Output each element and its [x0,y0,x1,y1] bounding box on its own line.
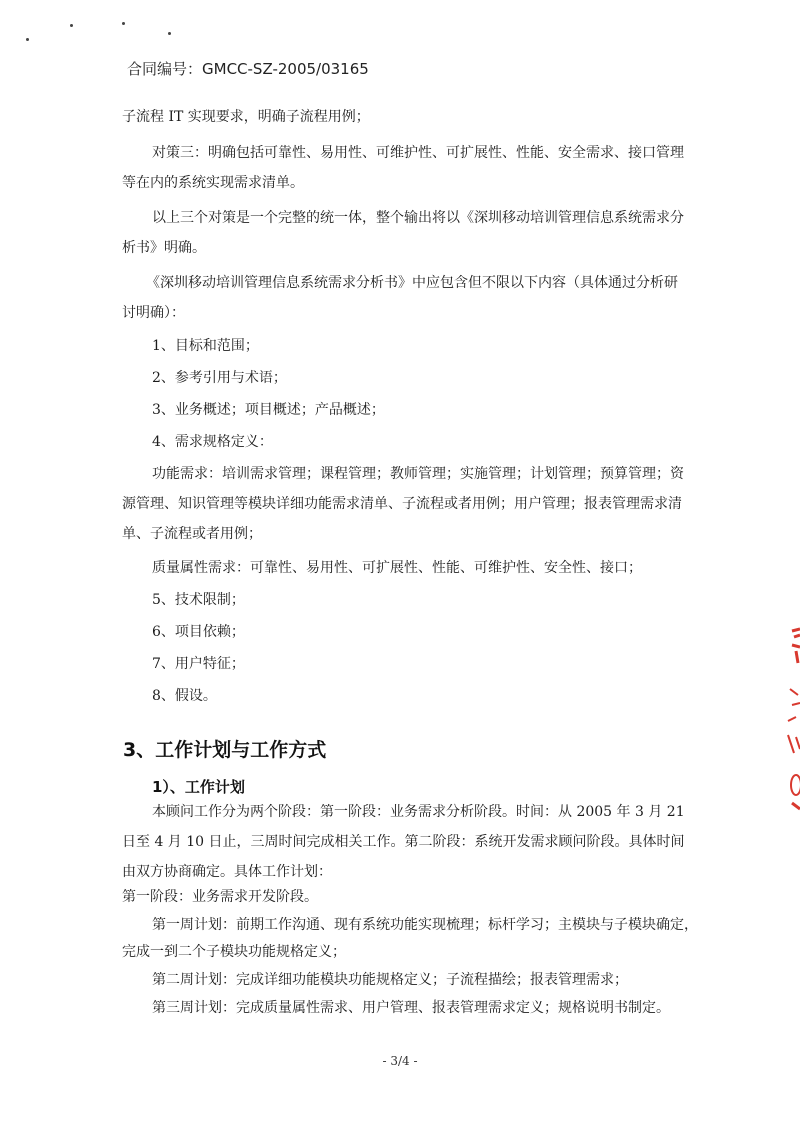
paragraph-line: 第一阶段：业务需求开发阶段。 [122,889,318,905]
list-item: 5、技术限制； [152,592,245,608]
list-item: 2、参考引用与术语； [152,370,287,386]
paragraph-line: 等在内的系统实现需求清单。 [122,175,304,191]
list-item: 8、假设。 [152,688,217,704]
list-item: 4、需求规格定义： [152,434,273,450]
paragraph-line: 《深圳移动培训管理信息系统需求分析书》中应包含但不限以下内容（具体通过分析研 [146,275,678,291]
paragraph-line: 以上三个对策是一个完整的统一体，整个输出将以《深圳移动培训管理信息系统需求分 [152,210,684,226]
page-number: - 3/4 - [382,1054,418,1068]
scan-speck [122,22,125,25]
paragraph-line: 由双方协商确定。具体工作计划： [122,864,332,880]
paragraph-line: 子流程 IT 实现要求，明确子流程用例； [122,109,370,125]
paragraph-line: 质量属性需求：可靠性、易用性、可扩展性、性能、可维护性、安全性、接口； [152,560,642,576]
subsection-heading: 1）、工作计划 [152,778,245,796]
list-item: 1、目标和范围； [152,338,259,354]
paragraph-line: 本顾问工作分为两个阶段：第一阶段：业务需求分析阶段。时间：从 2005 年 3 月 21 [152,804,685,820]
paragraph-line: 第一周计划：前期工作沟通、现有系统功能实现梳理；标杆学习；主模块与子模块确定， [152,917,698,933]
paragraph-line: 单、子流程或者用例； [122,526,262,542]
paragraph-line: 源管理、知识管理等模块详细功能需求清单、子流程或者用例；用户管理；报表管理需求清 [122,496,682,512]
paragraph-line: 析书》明确。 [122,240,206,256]
scan-speck [26,38,29,41]
paragraph-line: 第三周计划：完成质量属性需求、用户管理、报表管理需求定义；规格说明书制定。 [152,1000,670,1016]
seal-stamp-fragment [778,625,800,815]
scan-speck [70,24,73,27]
section-heading: 3、工作计划与工作方式 [123,739,327,761]
list-item: 3、业务概述；项目概述；产品概述； [152,402,385,418]
paragraph-line: 讨明确）： [122,305,185,321]
list-item: 7、用户特征； [152,656,245,672]
scan-speck [168,32,171,35]
list-item: 6、项目依赖； [152,624,245,640]
contract-number: 合同编号：GMCC-SZ-2005/03165 [127,60,369,78]
paragraph-line: 第二周计划：完成详细功能模块功能规格定义；子流程描绘；报表管理需求； [152,972,628,988]
paragraph-line: 功能需求：培训需求管理；课程管理；教师管理；实施管理；计划管理；预算管理；资 [152,466,684,482]
paragraph-line: 日至 4 月 10 日止，三周时间完成相关工作。第二阶段：系统开发需求顾问阶段。具体时间 [122,834,685,850]
paragraph-line: 完成一到二个子模块功能规格定义； [122,944,346,960]
paragraph-line: 对策三：明确包括可靠性、易用性、可维护性、可扩展性、性能、安全需求、接口管理 [152,145,684,161]
